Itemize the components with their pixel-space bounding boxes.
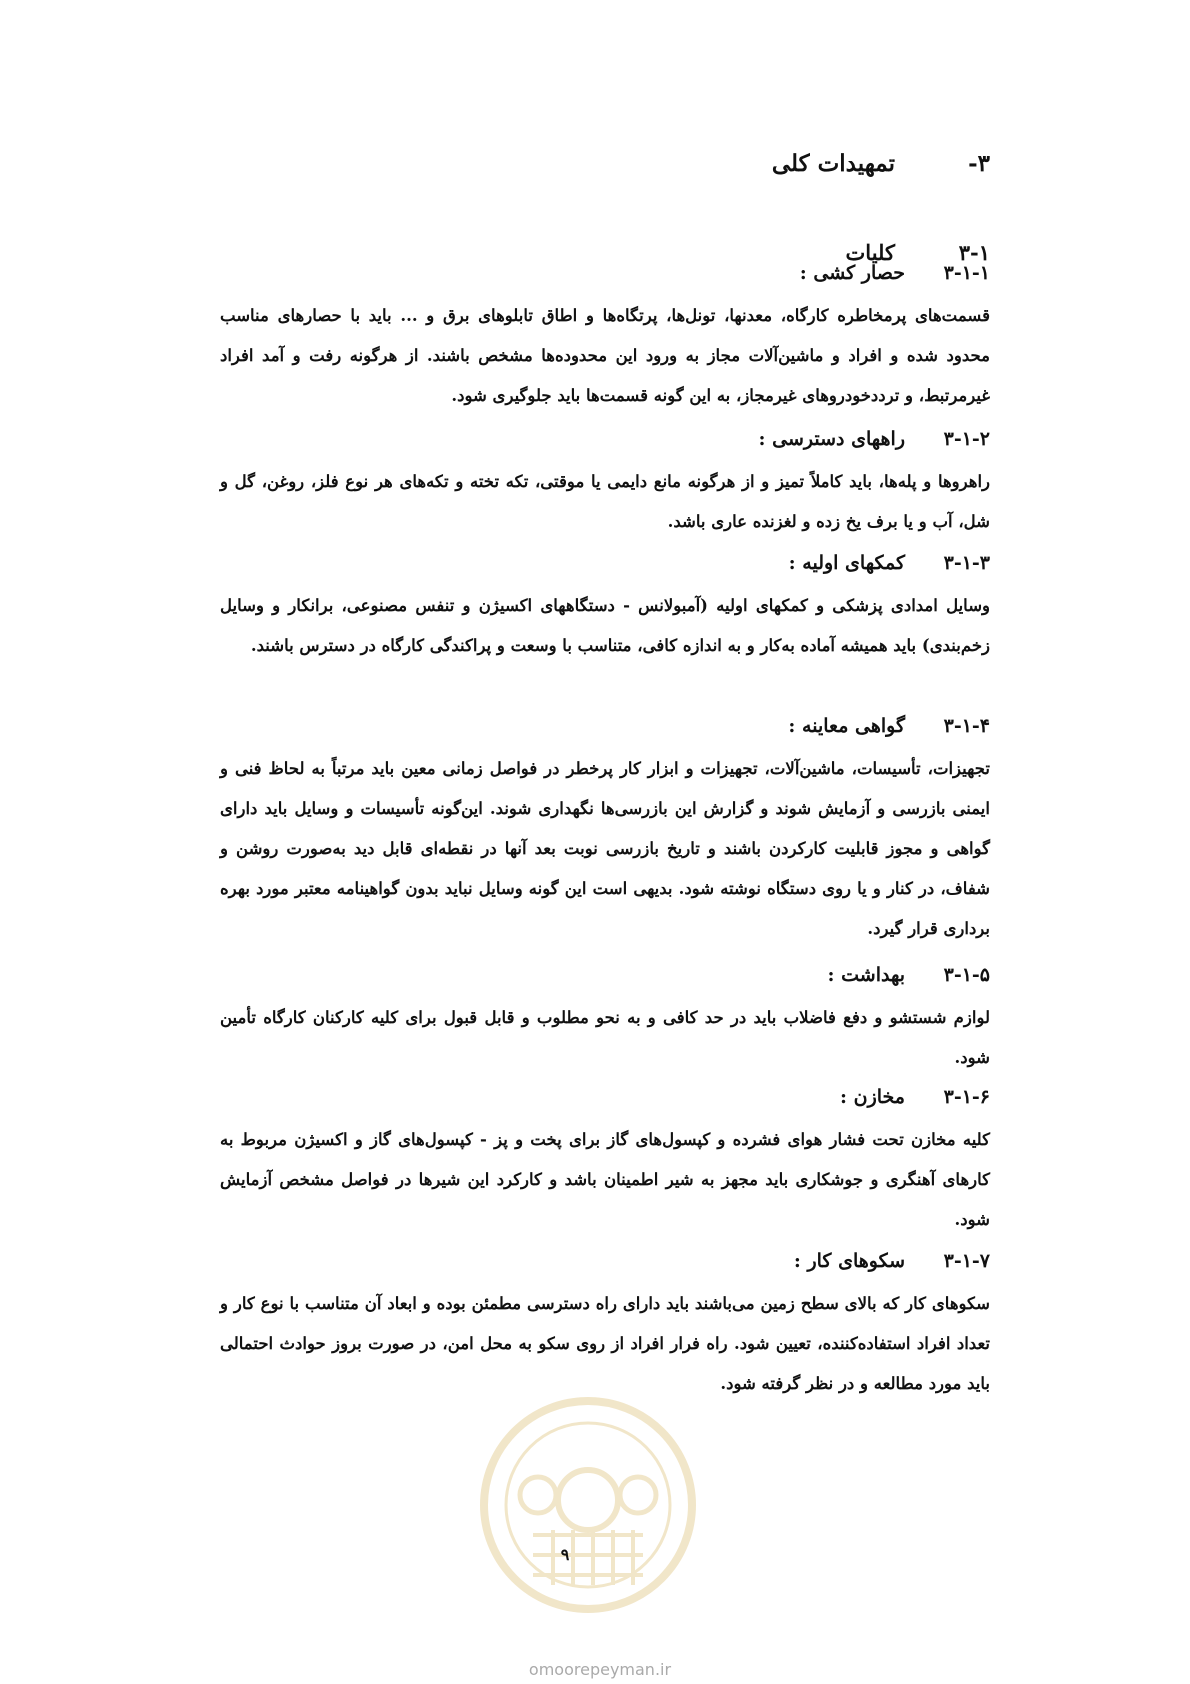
section-title: کلیات <box>845 240 895 265</box>
chapter-number: ۳- <box>968 150 990 177</box>
subsection-work-platforms <box>210 1250 990 1404</box>
subsection-heading <box>210 1250 990 1284</box>
subsection-title: بهداشت : <box>827 964 905 986</box>
subsection-number: ۳-۱-۵ <box>943 964 990 986</box>
subsection-access-routes <box>210 428 990 542</box>
subsection-first-aid <box>210 552 990 666</box>
chapter-heading <box>690 150 990 190</box>
subsection-heading <box>210 552 990 586</box>
subsection-title: حصار کشی : <box>799 262 905 284</box>
subsection-heading <box>210 715 990 749</box>
subsection-title: گواهی معاینه : <box>788 715 905 737</box>
subsection-title: کمکهای اولیه : <box>788 552 905 574</box>
subsection-body: تجهیزات، تأسیسات، ماشین‌آلات، تجهیزات و ابزار کار پرخطر در فواصل زمانی معین باید مرتباً به لحاظ فنی و ایمنی بازرسی و آزمایش شوند و گزارش این بازرسی‌ها نگهداری شوند. این‌گونه تأسیسات و وسایل باید دارای گواهی و مجوز قابلیت کارکردن باشند و تاریخ بازرسی نوبت بعد آنها در نقطه‌ای قابل دید به‌صورت روشن و شفاف، در کنار و یا روی دستگاه نوشته شود. بدیهی است این گونه وسایل نباید بدون گواهینامه معتبر مورد بهره برداری قرار گیرد. <box>220 759 990 938</box>
subsection-title: مخازن : <box>840 1086 905 1108</box>
subsection-heading <box>210 964 990 998</box>
subsection-title: سکوهای کار : <box>793 1250 905 1272</box>
subsection-heading <box>210 1086 990 1120</box>
page-number: ۹ <box>560 1545 570 1564</box>
subsection-tanks <box>210 1086 990 1240</box>
subsection-body: لوازم شستشو و دفع فاضلاب باید در حد کافی و به نحو مطلوب و قابل قبول برای کلیه کارکنان کارگاه تأمین شود. <box>220 1008 990 1067</box>
seal-logo-icon <box>478 1395 698 1615</box>
subsection-inspection-certificate <box>210 715 990 949</box>
subsection-heading <box>210 428 990 462</box>
subsection-number: ۳-۱-۴ <box>943 715 990 737</box>
subsection-number: ۳-۱-۶ <box>943 1086 990 1108</box>
chapter-title: تمهیدات کلی <box>771 150 895 177</box>
subsection-number: ۳-۱-۲ <box>943 428 990 450</box>
section-number: ۳-۱ <box>958 240 990 265</box>
subsection-number: ۳-۱-۱ <box>943 262 990 284</box>
subsection-title: راههای دسترسی : <box>758 428 905 450</box>
subsection-body: قسمت‌های پرمخاطره کارگاه، معدنها، تونل‌ها، پرتگاه‌ها و اطاق تابلوهای برق و ... باید با حصارهای مناسب محدود شده و افراد و ماشین‌آلات مجاز به ورود این محدوده‌ها مشخص باشند. از هرگونه رفت و آمد افراد غیرمرتبط، و ترددخودروهای غیرمجاز، به این گونه قسمت‌ها باید جلوگیری شود. <box>220 306 990 405</box>
subsection-number: ۳-۱-۳ <box>943 552 990 574</box>
subsection-number: ۳-۱-۷ <box>943 1250 990 1272</box>
subsection-heading <box>210 262 990 296</box>
watermark-site-url: omoorepeyman.ir <box>528 1660 672 1679</box>
subsection-body: کلیه مخازن تحت فشار هوای فشرده و کپسول‌های گاز برای پخت و پز - کپسول‌های گاز و اکسیژن مربوط به کارهای آهنگری و جوشکاری باید مجهز به شیر اطمینان باشد و کارکرد این شیرها در فواصل مشخص آزمایش شود. <box>220 1130 990 1229</box>
subsection-fencing <box>210 262 990 416</box>
subsection-body: راهروها و پله‌ها، باید کاملاً تمیز و از هرگونه مانع دایمی یا موقتی، تکه تخته و تکه‌های هر نوع فلز، روغن، گل و شل، آب و یا برف یخ زده و لغزنده عاری باشد. <box>220 472 990 531</box>
subsection-hygiene <box>210 964 990 1078</box>
subsection-body: وسایل امدادی پزشکی و کمکهای اولیه (آمبولانس - دستگاههای اکسیژن و تنفس مصنوعی، برانکار و وسایل زخم‌بندی) باید همیشه آماده به‌کار و به اندازه کافی، متناسب با وسعت و پراکندگی کارگاه در دسترس باشند. <box>220 596 990 655</box>
subsection-body: سکوهای کار که بالای سطح زمین می‌باشند باید دارای راه دسترسی مطمئن بوده و ابعاد آن متناسب با نوع کار و تعداد افراد استفاده‌کننده، تعیین شود. راه فرار افراد از روی سکو به محل امن، در صورت بروز حوادث احتمالی باید مورد مطالعه و در نظر گرفته شود. <box>220 1294 990 1393</box>
